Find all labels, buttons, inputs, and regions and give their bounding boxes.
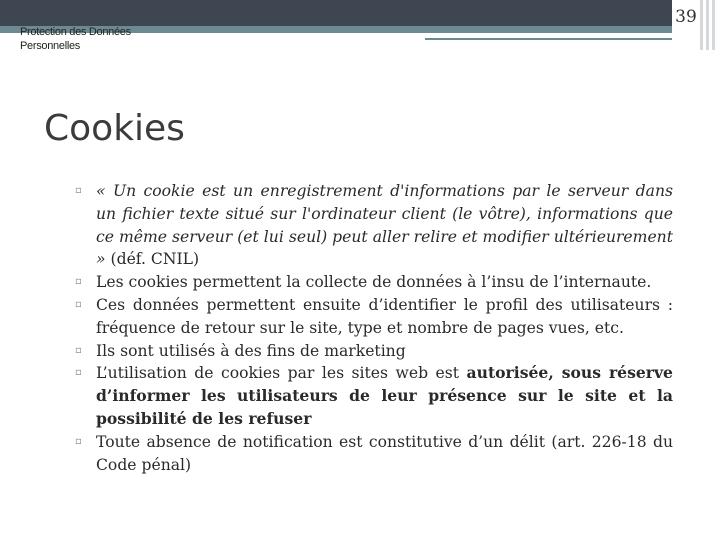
bullet-item	[75, 431, 673, 477]
bullet-marker: ▫	[75, 344, 82, 356]
bullet-text: Ces données permettent ensuite d’identifier le profil des utilisateurs : fréquence de retour sur le site, type et nombre de pages vues, etc.	[96, 295, 673, 337]
bullet-item	[75, 294, 673, 340]
page-number: 39	[672, 0, 700, 34]
bullet-text-italic: « Un cookie est un enregistrement d'informations par le serveur dans un fichier texte situé sur l'ordinateur client (le vôtre), informations que ce même serveur (et lui seul) peut aller relire et modifier ultérieurement »	[96, 182, 673, 269]
header-title-line2: Personnelles	[20, 40, 80, 52]
decorative-stripe	[706, 0, 709, 50]
bullet-text: L’utilisation de cookies par les sites web est	[96, 364, 467, 383]
decorative-stripe	[700, 0, 703, 50]
header-title	[20, 25, 220, 53]
page-title: Cookies	[44, 108, 185, 149]
bullet-marker: ▫	[75, 185, 82, 196]
bullet-text: Ils sont utilisés à des fins de marketing	[96, 341, 406, 360]
bullet-marker: ▫	[75, 298, 82, 310]
bullet-marker: ▫	[75, 367, 82, 379]
bullet-item	[75, 180, 673, 271]
bullet-item	[75, 271, 673, 294]
bullet-text: (déf. CNIL)	[105, 250, 200, 269]
bullet-marker: ▫	[75, 435, 82, 447]
bullet-marker: ▫	[75, 276, 82, 288]
bullet-text: Toute absence de notification est constitutive d’un délit (art. 226-18 du Code pénal)	[96, 432, 673, 474]
decorative-stripe	[712, 0, 715, 50]
bullet-item	[75, 340, 673, 363]
bullet-list	[75, 180, 673, 476]
bullet-text-bold: autorisée, sous réserve d’informer les utilisateurs de leur présence sur le site et la possibilité de les refuser	[96, 363, 673, 428]
bullet-text: Les cookies permettent la collecte de données à l’insu de l’internaute.	[96, 273, 652, 292]
header-bar	[0, 0, 672, 26]
bullet-item	[75, 362, 673, 430]
header-underline	[425, 38, 672, 40]
header-title-line1: Protection des Données	[20, 26, 131, 38]
